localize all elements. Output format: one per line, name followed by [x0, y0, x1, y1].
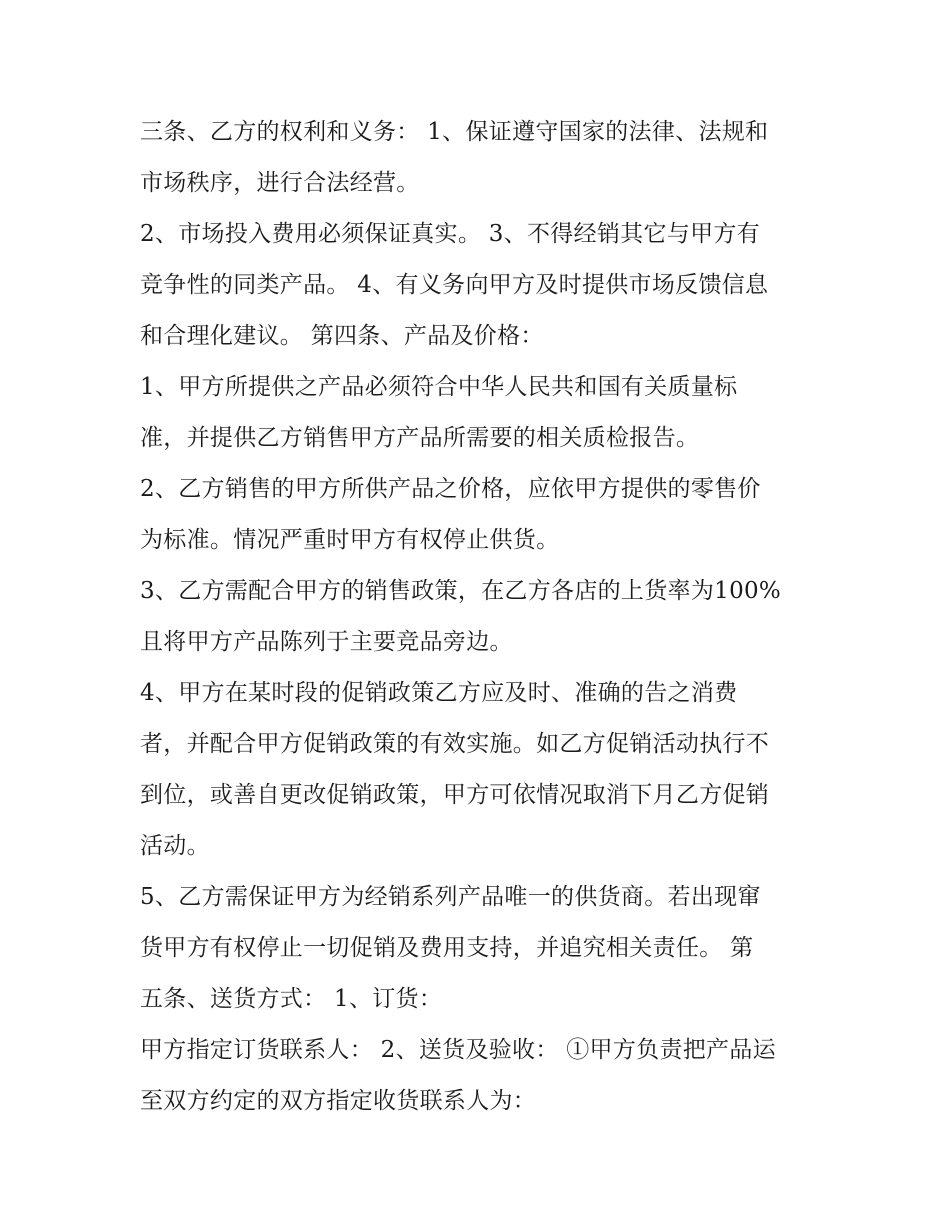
- text-line: 2、市场投入费用必须保证真实。 3、不得经销其它与甲方有: [140, 221, 760, 247]
- text-line: 五条、送货方式： 1、订货：: [140, 986, 443, 1012]
- text-line: 准，并提供乙方销售甲方产品所需要的相关质检报告。: [140, 425, 700, 451]
- text-line: 和合理化建议。 第四条、产品及价格：: [140, 323, 544, 349]
- text-line: 1、甲方所提供之产品必须符合中华人民共和国有关质量标: [140, 374, 738, 400]
- text-line: 为标准。情况严重时甲方有权停止供货。: [140, 527, 560, 553]
- text-line: 市场秩序，进行合法经营。: [140, 170, 420, 196]
- text-line: 甲方指定订货联系人： 2、送货及验收： ①甲方负责把产品运: [140, 1037, 776, 1063]
- text-line: 至双方约定的双方指定收货联系人为：: [140, 1088, 537, 1114]
- document-body: [140, 107, 820, 1127]
- text-line: 货甲方有权停止一切促销及费用支持，并追究相关责任。 第: [140, 935, 754, 961]
- text-line: 者，并配合甲方促销政策的有效实施。如乙方促销活动执行不: [140, 731, 770, 757]
- text-line: 三条、乙方的权利和义务： 1、保证遵守国家的法律、法规和: [140, 119, 769, 145]
- text-line: 4、甲方在某时段的促销政策乙方应及时、准确的告之消费: [140, 680, 738, 706]
- text-line: 且将甲方产品陈列于主要竞品旁边。: [140, 629, 513, 655]
- text-line: 活动。: [140, 833, 210, 859]
- text-line: 到位，或善自更改促销政策，甲方可依情况取消下月乙方促销: [140, 782, 770, 808]
- text-line: 5、乙方需保证甲方为经销系列产品唯一的供货商。若出现窜: [140, 884, 761, 910]
- text-line: 2、乙方销售的甲方所供产品之价格，应依甲方提供的零售价: [140, 476, 761, 502]
- text-line: 3、乙方需配合甲方的销售政策，在乙方各店的上货率为100%: [140, 578, 782, 604]
- text-line: 竞争性的同类产品。 4、有义务向甲方及时提供市场反馈信息: [140, 272, 769, 298]
